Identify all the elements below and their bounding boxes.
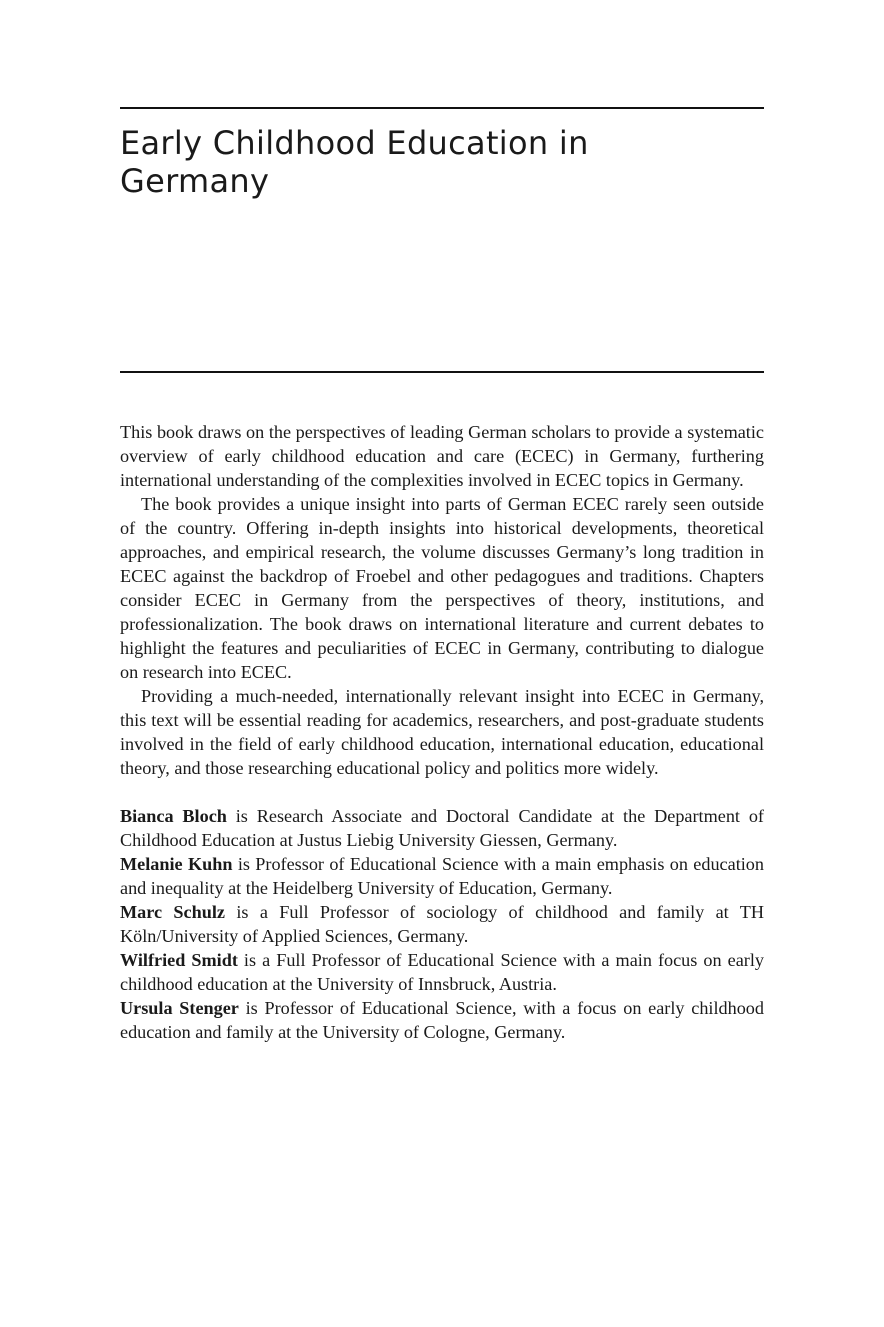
editor-bio [120,852,764,900]
page-content [120,420,764,1044]
editor-name: Melanie Kuhn [120,854,233,874]
editor-bio [120,948,764,996]
book-title-line-1: Early Childhood Education in [120,124,589,162]
editor-name: Ursula Stenger [120,998,239,1018]
editor-bio-text: is Professor of Educational Science with a main emphasis on education and inequality at the Heidelberg University of Education, Germany. [120,854,764,898]
editor-bio [120,900,764,948]
description-paragraph-3: Providing a much-needed, internationally relevant insight into ECEC in Germany, this text will be essential reading for academics, researchers, and post-graduate students involved in the field of early childhood education, international education, educational theory, and those researching educational policy and politics more widely. [120,686,764,778]
editor-bio-text: is Research Associate and Doctoral Candidate at the Department of Childhood Education at Justus Liebig University Giessen, Germany. [120,806,764,850]
bottom-rule [120,371,764,373]
book-title-line-2: Germany [120,162,270,200]
editor-bio [120,996,764,1044]
editor-bios [120,804,764,1044]
top-rule [120,107,764,109]
editor-bio-text: is a Full Professor of sociology of childhood and family at TH Köln/University of Applied Sciences, Germany. [120,902,765,946]
editor-name: Marc Schulz [120,902,225,922]
editor-bio [120,804,764,852]
editor-name: Bianca Bloch [120,806,227,826]
editor-bio-text: is a Full Professor of Educational Science with a main focus on early childhood education at the University of Innsbruck, Austria. [120,950,764,994]
editor-name: Wilfried Smidt [120,950,238,970]
description-paragraph-1: This book draws on the perspectives of leading German scholars to provide a systematic overview of early childhood education and care (ECEC) in Germany, furthering international understanding of the complexities involved in ECEC topics in Germany. [120,422,764,490]
book-description [120,420,764,780]
description-paragraph-2: The book provides a unique insight into parts of German ECEC rarely seen outside of the country. Offering in-depth insights into historical developments, theoretical approaches, and empirical research, the volume discusses Germany’s long tradition in ECEC against the backdrop of Froebel and other pedagogues and traditions. Chapters consider ECEC in Germany from the perspectives of theory, institutions, and professionalization. The book draws on international literature and current debates to highlight the features and peculiarities of ECEC in Germany, contributing to dialogue on research into ECEC. [120,494,764,682]
book-title [120,124,764,200]
editor-bio-text: is Professor of Educational Science, with a focus on early childhood education and family at the University of Cologne, Germany. [120,998,764,1042]
